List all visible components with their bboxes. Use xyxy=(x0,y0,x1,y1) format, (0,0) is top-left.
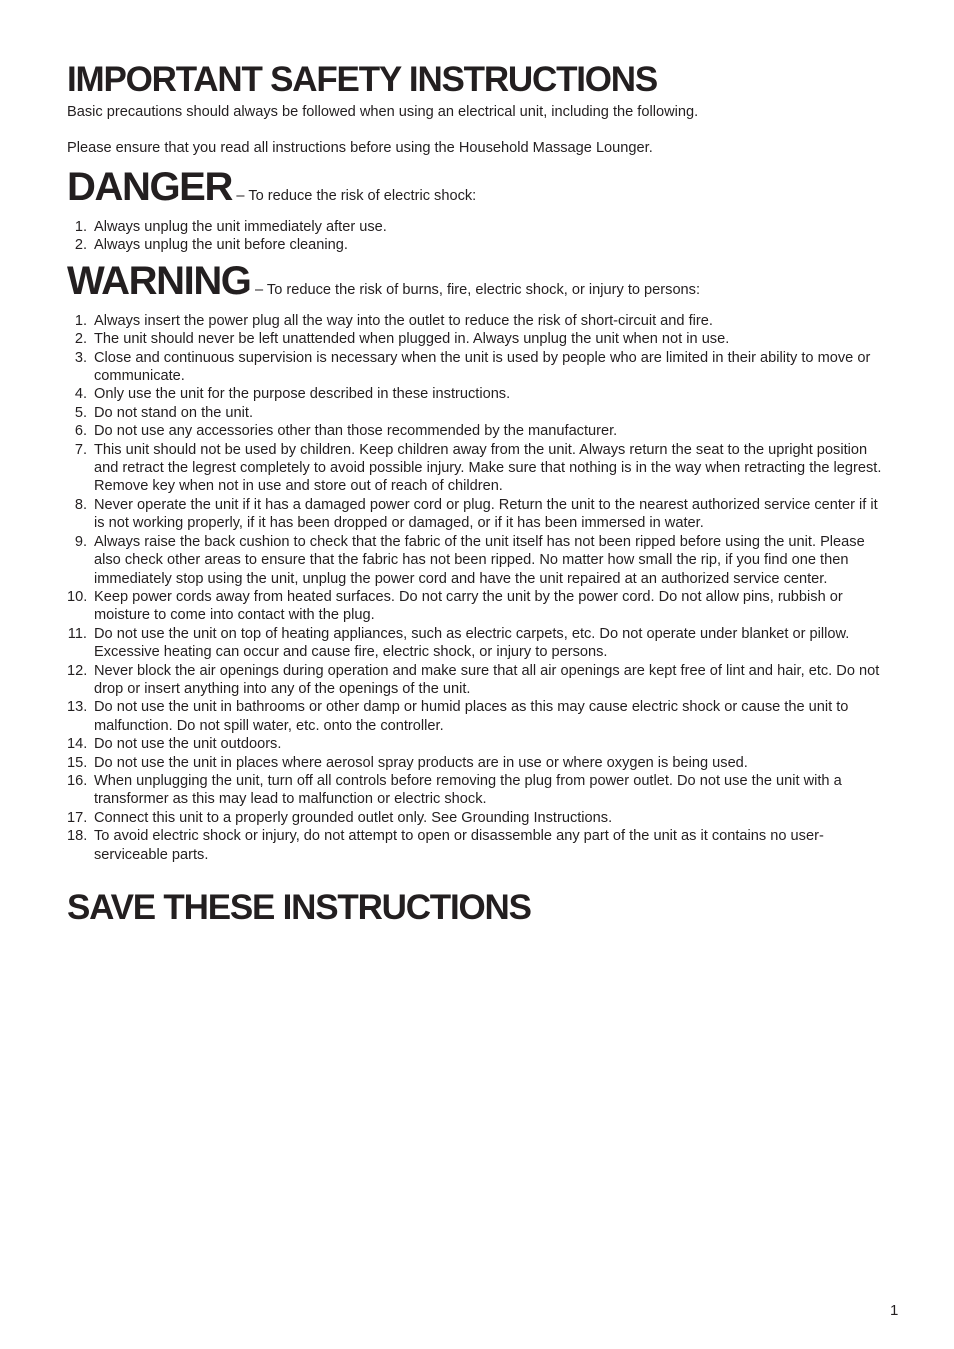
warning-title: WARNING xyxy=(67,258,251,303)
item-text: Do not use the unit on top of heating appliances, such as electric carpets, etc. Do not operate under blanket or pillow. Excessive heating can occur and cause fire, electric shock, or injury to persons. xyxy=(94,625,850,661)
item-text: Always insert the power plug all the way into the outlet to reduce the risk of short-circuit and fire. xyxy=(94,312,713,329)
item-text: Always unplug the unit before cleaning. xyxy=(94,237,348,254)
list-item xyxy=(67,385,889,403)
item-number: 8. xyxy=(74,496,87,513)
danger-heading xyxy=(67,165,889,218)
item-text: Only use the unit for the purpose described in these instructions. xyxy=(94,386,511,403)
item-text: The unit should never be left unattended when plugged in. Always unplug the unit when not in use. xyxy=(94,331,730,348)
list-item xyxy=(67,754,889,772)
item-text: Do not stand on the unit. xyxy=(94,404,254,421)
list-item xyxy=(67,698,889,735)
item-text: This unit should not be used by children. Keep children away from the unit. Always return the seat to the upright position and retract the legrest completely to avoid possible injury. Make sure that nothing is in the way when retracting the legrest. Remove key when not in use and store out of reach of children. xyxy=(94,441,882,495)
item-text: Always unplug the unit immediately after use. xyxy=(94,219,387,235)
danger-subtitle: – To reduce the risk of electric shock: xyxy=(236,188,477,204)
intro-read-instructions: Please ensure that you read all instructions before using the Household Massage Lounger. xyxy=(67,140,653,156)
list-item xyxy=(67,588,889,625)
danger-list xyxy=(67,218,889,255)
item-number: 9. xyxy=(74,533,87,550)
list-item xyxy=(67,330,889,348)
intro-precautions: Basic precautions should always be followed when using an electrical unit, including the following. xyxy=(67,104,699,120)
item-text: When unplugging the unit, turn off all controls before removing the plug from power outlet. Do not use the unit with a transformer as this may lead to malfunction or electric shock. xyxy=(94,772,842,808)
list-item xyxy=(67,496,889,533)
warning-heading xyxy=(67,259,889,312)
item-text: Do not use any accessories other than those recommended by the manufacturer. xyxy=(94,423,618,440)
item-number: 2. xyxy=(74,331,87,348)
item-text: Close and continuous supervision is necessary when the unit is used by people who are limited in their ability to move or communicate. xyxy=(94,349,871,385)
save-instructions-heading: SAVE THESE INSTRUCTIONS xyxy=(67,888,531,927)
item-number: 7. xyxy=(74,441,87,458)
item-number: 18. xyxy=(67,828,88,845)
item-text: Do not use the unit outdoors. xyxy=(94,736,282,753)
item-text: To avoid electric shock or injury, do not attempt to open or disassemble any part of the unit as it contains no user-serviceable parts. xyxy=(94,828,824,863)
item-number: 17. xyxy=(67,809,88,826)
warning-list xyxy=(67,312,889,864)
list-item xyxy=(67,218,889,236)
item-number: 14. xyxy=(67,736,88,753)
danger-title: DANGER xyxy=(67,165,232,209)
item-number: 1. xyxy=(74,312,87,329)
item-text: Always raise the back cushion to check that the fabric of the unit itself has not been ripped before using the unit. Please also check other areas to ensure that the fabric has not been ripped. No matter how small the rip, if you find one then immediately stop using the unit, unplug the power cord and have the unit repaired at an authorized service center. xyxy=(94,533,865,587)
item-text: Do not use the unit in places where aerosol spray products are in use or where oxygen is being used. xyxy=(94,754,748,771)
item-text: Do not use the unit in bathrooms or other damp or humid places as this may cause electric shock or cause the unit to malfunction. Do not spill water, etc. onto the controller. xyxy=(94,699,849,734)
item-number: 12. xyxy=(67,662,88,679)
item-number: 4. xyxy=(74,386,87,403)
item-text: Connect this unit to a properly grounded outlet only. See Grounding Instructions. xyxy=(94,809,613,826)
list-item xyxy=(67,441,889,496)
item-number: 16. xyxy=(67,772,88,789)
list-item xyxy=(67,533,889,588)
item-number: 13. xyxy=(67,699,88,716)
item-number: 10. xyxy=(67,588,88,605)
item-number: 6. xyxy=(74,423,87,440)
list-item xyxy=(67,625,889,662)
list-item xyxy=(67,809,889,827)
item-number: 1. xyxy=(74,219,87,235)
item-text: Never block the air openings during operation and make sure that all air openings are kept free of lint and hair, etc. Do not drop or insert anything into any of the openings of the unit. xyxy=(94,662,880,697)
item-number: 15. xyxy=(67,754,88,771)
item-text: Keep power cords away from heated surfaces. Do not carry the unit by the power cord. Do not allow pins, rubbish or moisture to come into contact with the plug. xyxy=(94,588,843,624)
list-item xyxy=(67,827,889,864)
list-item xyxy=(67,312,889,330)
list-item xyxy=(67,735,889,753)
item-number: 2. xyxy=(74,237,87,254)
list-item xyxy=(67,404,889,422)
list-item xyxy=(67,236,889,254)
list-item xyxy=(67,772,889,809)
warning-subtitle: – To reduce the risk of burns, fire, electric shock, or injury to persons: xyxy=(254,281,701,298)
document-page xyxy=(67,60,889,928)
item-number: 5. xyxy=(74,404,87,421)
item-number: 3. xyxy=(74,349,87,366)
page-title: IMPORTANT SAFETY INSTRUCTIONS xyxy=(67,60,658,99)
item-number: 11. xyxy=(67,625,87,642)
list-item xyxy=(67,422,889,440)
item-text: Never operate the unit if it has a damaged power cord or plug. Return the unit to the nearest authorized service center if it is not working properly, if it has been dropped or damaged, or if it has been immersed in water. xyxy=(94,496,878,532)
list-item xyxy=(67,349,889,386)
list-item xyxy=(67,662,889,699)
page-number: 1 xyxy=(890,1302,899,1319)
